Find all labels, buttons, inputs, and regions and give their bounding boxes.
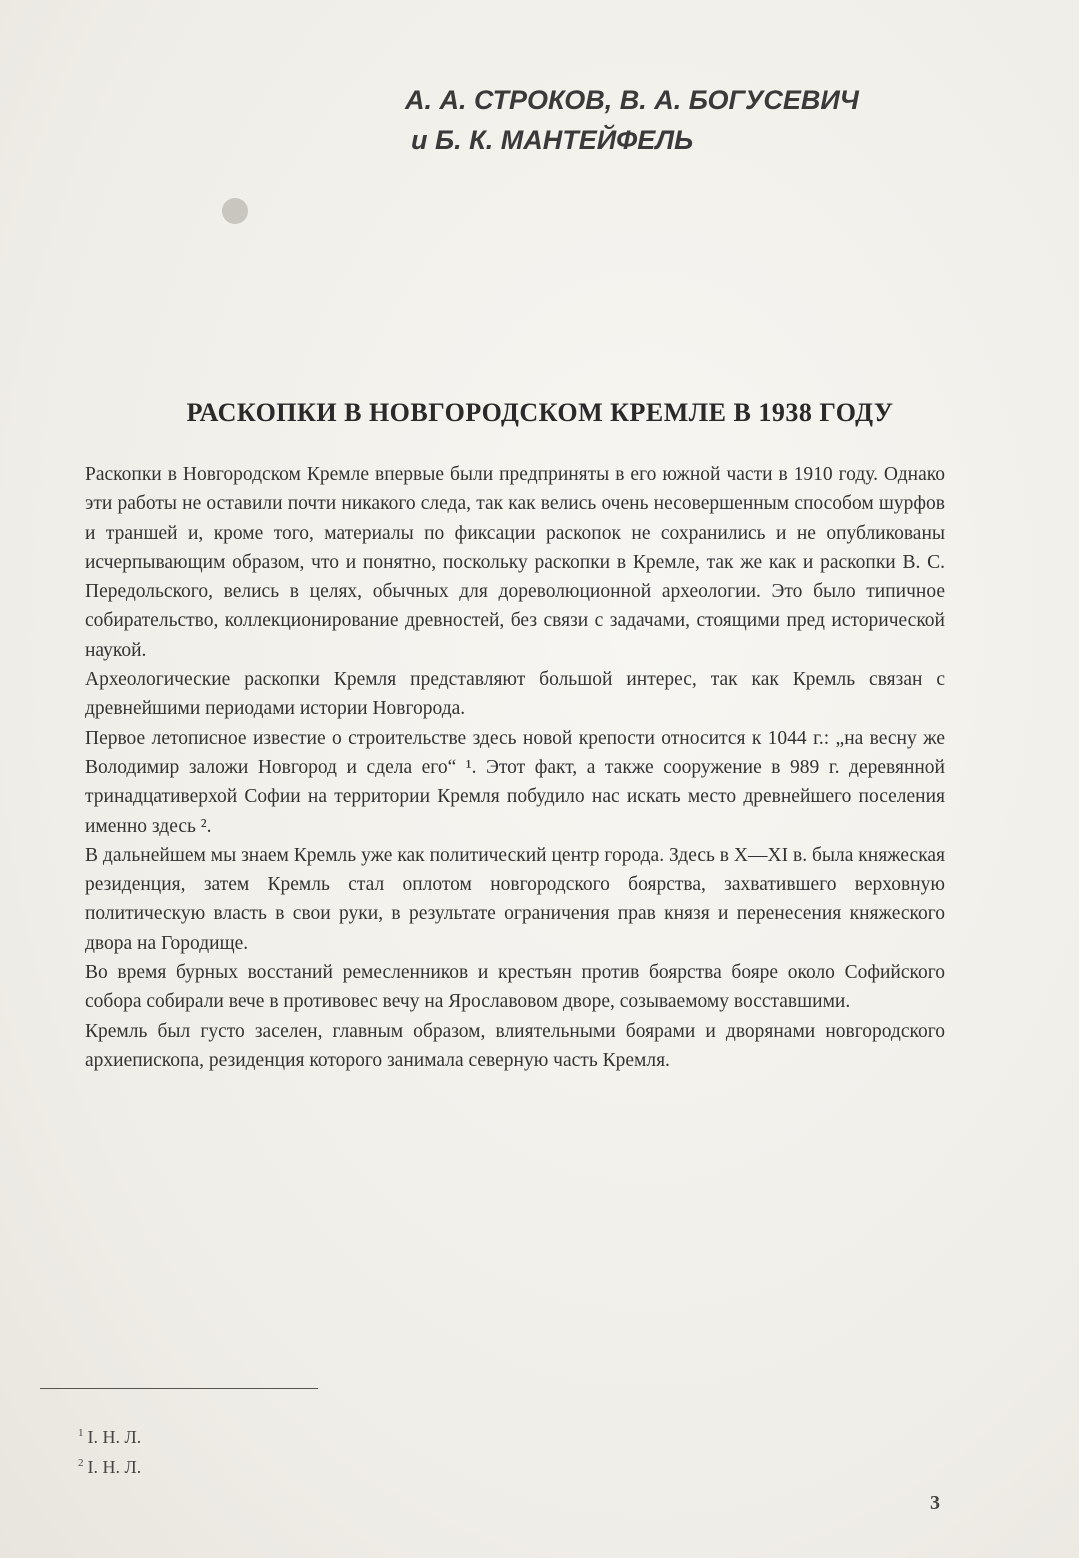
footnote-2 [78, 1450, 141, 1480]
footnote-1-mark: 1 [78, 1427, 84, 1439]
footnote-2-text: I. Н. Л. [87, 1457, 142, 1477]
footnote-1 [78, 1420, 141, 1450]
paragraph-6: Кремль был густо заселен, главным образом, влиятельными боярами и дворянами новгородского архиепископа, резиденция которого занимала северную часть Кремля. [85, 1020, 945, 1071]
article-body [85, 460, 945, 1075]
paragraph-3: Первое летописное известие о строительстве здесь новой крепости относится к 1044 г.: „на весну же Володимир заложи Новгород и сдела его“ ¹. Этот факт, а также сооружение в 989 г. деревянной тринадцативерхой Софии на территории Кремля побудило нас искать место древнейшего поселения именно здесь ². [85, 727, 945, 837]
authors-line-1: А. А. СТРОКОВ, В. А. БОГУСЕВИЧ [405, 85, 859, 115]
paragraph-2: Археологические раскопки Кремля представляют большой интерес, так как Кремль связан с древнейшими периодами истории Новгорода. [85, 669, 945, 720]
footnotes [78, 1420, 141, 1480]
footnote-2-mark: 2 [78, 1457, 84, 1469]
paragraph-1: Раскопки в Новгородском Кремле впервые были предприняты в его южной части в 1910 году. Однако эти работы не оставили почти никакого следа, так как велись очень несовершенным способом шурфов и траншей и, кроме того, материалы по фиксации раскопок не сохранились и не опубликованы исчерпывающим образом, что и понятно, поскольку раскопки в Кремле, так же как и раскопки В. С. Передольского, велись в целях, обычных для дореволюционной археологии. Это было типичное собирательство, коллекционирование древностей, без связи с задачами, стоящими пред исторической наукой. [85, 464, 945, 661]
author-list [405, 80, 1025, 160]
ink-blot [222, 198, 248, 224]
paragraph-4: В дальнейшем мы знаем Кремль уже как политический центр города. Здесь в X—XI в. была княжеская резиденция, затем Кремль стал оплотом новгородского боярства, захватившего верховную политическую власть в свои руки, в результате ограничения прав князя и перенесения княжеского двора на Городище. [85, 844, 945, 954]
footnote-divider [40, 1388, 318, 1389]
article-title: РАСКОПКИ В НОВГОРОДСКОМ КРЕМЛЕ В 1938 ГОДУ [186, 398, 894, 427]
page-number: 3 [930, 1492, 940, 1514]
paragraph-5: Во время бурных восстаний ремесленников и крестьян против боярства бояре около Софийского собора собирали вече в противовес вечу на Ярославовом дворе, созываемому восставшими. [85, 962, 945, 1013]
footnote-1-text: I. Н. Л. [87, 1427, 142, 1447]
authors-line-2: и Б. К. МАНТЕЙФЕЛЬ [411, 125, 694, 155]
